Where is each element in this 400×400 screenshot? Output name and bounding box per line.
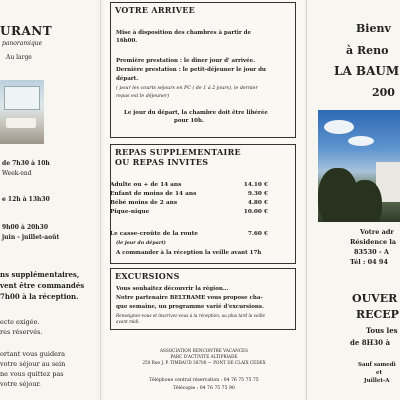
last-service-day: départ. bbox=[116, 76, 139, 82]
price-value: 7.60 € bbox=[247, 231, 268, 237]
extra-meals-note-1: ns supplémentaires, bbox=[0, 270, 80, 279]
guide-note-2: votre séjour au sein bbox=[0, 360, 66, 368]
price-row-picnic bbox=[110, 209, 268, 217]
price-value: 14.10 € bbox=[243, 182, 268, 188]
address-residence: Résidence la bbox=[350, 238, 397, 246]
welcome-year: 200 bbox=[372, 86, 395, 99]
excursions-line-5: avant midi. bbox=[116, 319, 140, 324]
price-row-adult bbox=[110, 182, 268, 190]
arrival-rooms-line-1: Mise à disposition des chambres à partir de bbox=[116, 30, 252, 36]
photo-tree bbox=[348, 180, 382, 222]
photo-window bbox=[4, 86, 40, 110]
checkout-line-1: Le jour du départ, la chambre doit être libérée bbox=[124, 110, 268, 116]
guide-note-1: ortant vous guidera bbox=[0, 350, 65, 358]
price-row-snack bbox=[110, 231, 268, 239]
photo-cloud bbox=[348, 136, 374, 146]
opening-hours: de 8H30 à bbox=[350, 338, 390, 347]
welcome-line-2: à Reno bbox=[346, 44, 389, 57]
address-phone: Tél : 04 94 bbox=[350, 258, 388, 266]
price-value: 9.30 € bbox=[247, 191, 268, 197]
residence-photo bbox=[318, 110, 400, 222]
guide-note-4: votre séjour. bbox=[0, 380, 41, 388]
welcome-line-1: Bienv bbox=[356, 22, 391, 35]
opening-days: Tous les bbox=[366, 326, 398, 335]
order-note: A commander à la réception la veille avant 17h bbox=[116, 250, 262, 256]
price-row-baby bbox=[110, 200, 268, 208]
arrival-heading: VOTRE ARRIVEE bbox=[115, 5, 196, 15]
short-stay-note-1: ( pour les courts séjours en PC ( de 1 à 2 jours), le dernier bbox=[116, 86, 258, 91]
photo-table bbox=[6, 118, 36, 128]
fold-line-left bbox=[100, 0, 101, 400]
opening-exception: Sauf samedi bbox=[358, 362, 396, 368]
price-label: Le casse-croûte de la route bbox=[110, 231, 198, 237]
reserved-note: res réservés. bbox=[0, 328, 43, 336]
footer-fax: Télécopie : 04 76 75 75 90 bbox=[173, 386, 235, 391]
reception-heading: RECEP bbox=[356, 308, 399, 321]
opening-heading: OUVER bbox=[352, 292, 398, 305]
meals-heading-2: OU REPAS INVITES bbox=[115, 157, 209, 167]
price-value: 4.80 € bbox=[247, 200, 268, 206]
restaurant-photo bbox=[0, 80, 44, 144]
arrival-rooms-line-2: 16h00. bbox=[116, 38, 138, 44]
price-label: Bébé moins de 2 ans bbox=[110, 200, 178, 206]
address-postcode: 83530 - A bbox=[354, 248, 389, 256]
address-heading: Votre adr bbox=[360, 228, 394, 236]
meals-heading-1: REPAS SUPPLEMENTAIRE bbox=[115, 147, 241, 157]
price-label: Enfant de moins de 14 ans bbox=[110, 191, 197, 197]
middle-panel bbox=[104, 0, 304, 400]
first-service: Première prestation : le dîner jour d' arrivée. bbox=[116, 58, 256, 64]
checkout-line-2: pour 10h. bbox=[174, 118, 204, 124]
right-panel bbox=[308, 0, 400, 400]
opening-season: Juillet-A bbox=[364, 378, 390, 384]
short-stay-note-2: repas est le déjeuner) bbox=[116, 94, 170, 99]
dress-note: ecte exigée. bbox=[0, 318, 40, 326]
breakfast-hours: de 7h30 à 10h bbox=[2, 160, 50, 167]
footer-park: PARC D'ACTIVITE ALTIPRIADE bbox=[170, 354, 238, 359]
last-service: Dernière prestation : le petit-déjeuner le jour du bbox=[116, 67, 266, 73]
price-row-child bbox=[110, 191, 268, 199]
restaurant-subtitle: panoramique bbox=[2, 40, 43, 47]
dinner-hours: 9h00 à 20h30 bbox=[2, 224, 49, 231]
price-label: Adulte ou + de 14 ans bbox=[110, 182, 182, 188]
guide-note-3: ne vous quittez pas bbox=[0, 370, 64, 378]
opening-and: et bbox=[376, 370, 383, 376]
excursions-line-2: Notre partenaire BELTRAME vous propose cha- bbox=[116, 295, 263, 301]
footer-address: 250 Rue J. P. TIMBAUD 38700 — PONT DE CLAIX CEDEX bbox=[142, 360, 266, 365]
price-value: 10.00 € bbox=[243, 209, 268, 215]
excursions-line-3: que semaine, un programme varié d'excursions. bbox=[116, 304, 264, 310]
footer-association: ASSOCIATION RENCONTRE VACANCES bbox=[160, 348, 248, 353]
restaurant-heading: URANT bbox=[0, 24, 53, 38]
excursions-line-1: Vous souhaitez découvrir la région… bbox=[116, 286, 229, 292]
price-label: Pique-nique bbox=[110, 209, 150, 215]
excursions-line-4: Renseignez-vous et inscrivez-vous à la réception, au plus tard la veille bbox=[116, 313, 266, 318]
restaurant-location: Au large bbox=[6, 54, 32, 61]
excursions-heading: EXCURSIONS bbox=[115, 271, 180, 281]
snack-note: (le jour du départ) bbox=[116, 240, 166, 246]
dinner-season: juin - juillet-août bbox=[2, 234, 60, 241]
breakfast-weekend: Week-end bbox=[2, 170, 32, 177]
left-panel bbox=[0, 0, 96, 400]
fold-line-right bbox=[306, 0, 307, 400]
lunch-hours: e 12h à 13h30 bbox=[2, 196, 50, 203]
extra-meals-note-3: 7h00 à la réception. bbox=[0, 292, 79, 301]
welcome-line-3: LA BAUM bbox=[334, 64, 400, 78]
extra-meals-note-2: vent être commandés bbox=[0, 281, 85, 290]
footer-phone: Téléphone central réservation : 04 76 75 75 75 bbox=[149, 378, 259, 383]
photo-cloud bbox=[324, 120, 354, 134]
